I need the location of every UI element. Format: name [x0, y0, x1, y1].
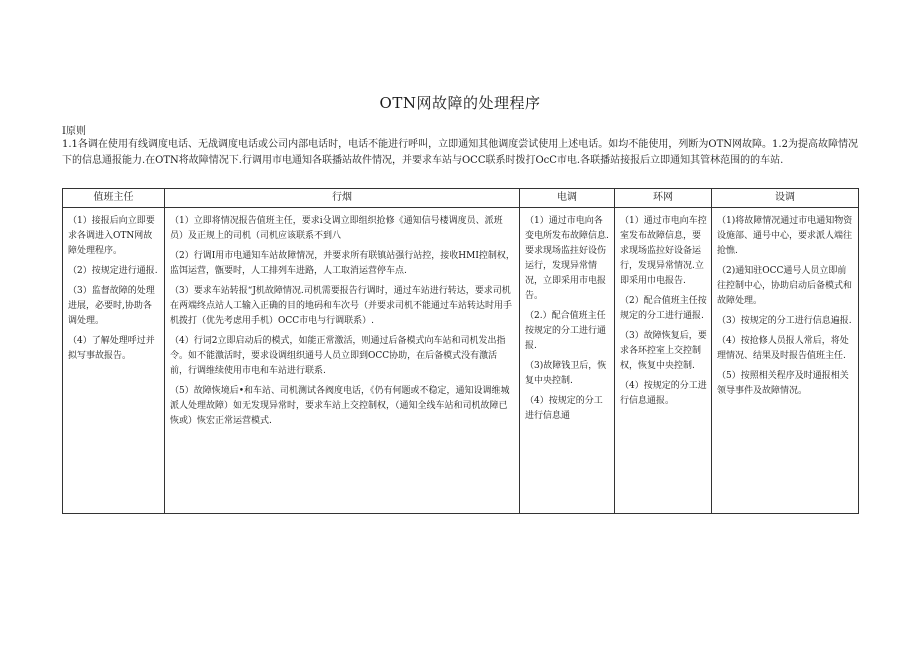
procedure-table: [62, 188, 859, 514]
step-item: （1）通过市电向各变电所发布故障信息.要求现场监拄好设伤运行，发现异常情况，立即采用市电报告。: [525, 216, 609, 301]
cell-power-dispatch: [520, 208, 615, 514]
step-item: （5）故障恢境后•和车站、司机测试各阀度电话，《仍有何题或不稳定，通知设调维城派人处理故障）如无发现异常时，要求车站上交控制权，（通知全线车站和司机故障已恢或）恢宏正常运营模式.: [170, 386, 510, 426]
step-item: （4）按抢修人员报人常后，将处理情况、结果及时报告值班主任.: [717, 336, 849, 361]
step-item: （1)将故障情况通过市电通知物资设施部、通号中心，要求派人端往抢憔.: [717, 216, 853, 256]
table-row: [63, 208, 859, 514]
step-item: （2）按规定进行通报.: [68, 266, 158, 276]
step-item: （2）配合值班主任按规定的分工进行通报.: [620, 296, 707, 321]
step-item: （4）了解处理呼过并拟写事故报告。: [68, 336, 155, 361]
step-item: （3）故障恢复后，要求各环控室上交控制权，恢复中央控制.: [620, 331, 707, 371]
step-item: （4）按规定的分工进行信息通报。: [620, 381, 707, 406]
cell-duty-supervisor: [63, 208, 165, 514]
step-item: （2.）配合值班主任按规定的分工进行通报.: [525, 311, 607, 351]
cell-environment-dispatch: [615, 208, 712, 514]
step-item: （1）立即将情况报告值班主任，要求i殳调立即组织抢修《通知信号楼调度员、派班员）及正规上的司机（司机应该联系不到八: [170, 216, 503, 241]
table-header-row: [63, 189, 859, 208]
header-duty-supervisor: 值班主任: [63, 189, 165, 208]
step-item: （3）按规定的分工进行信息遍报.: [717, 316, 852, 326]
step-item: （3）监督故障的处理进展，必要时,协助各调处理。: [68, 286, 155, 326]
header-equipment-dispatch: 设调: [712, 189, 859, 208]
cell-train-dispatch: [165, 208, 520, 514]
step-item: （4）行词2立即启动后的模式，如能正常激活，则通过后备模式向车站和司机发出指令。如不能激活时，要求设调组织通号人员立即到OCC协助，在后备模式没有激活前，行调维续使用市电和车站进行联系.: [170, 336, 506, 376]
header-environment-dispatch: 环网: [615, 189, 712, 208]
intro-paragraph: 1.1各调在使用有线调度电话、无战调度电话或公司内部电话时，电话不能进行呼叫，立即通知其他调度尝试使用上述电话。如均不能使用，列断为OTN网故障。1.2为提高故障情况下的信息通报能力.在OTN将故障情况下.行调用市电通知各联播站故件情况，并要求车站与OCC联系时拨打OcC市电.各联播站接报后立即通知其管林范围的的车站.: [62, 139, 858, 166]
step-item: （1）接报后向立即要求各调进入OTN网故障处理程序。: [68, 216, 155, 256]
section-heading: I原则: [62, 126, 86, 137]
step-item: （2)通知驻OCC通号人员立即前往控制中心，协助启动后备模式和故障处理。: [717, 266, 853, 306]
step-item: （3)故障钱卫后，恢复中央控制.: [525, 361, 607, 386]
header-train-dispatch: 行烟: [165, 189, 520, 208]
step-item: （5）按照相关程序及时通报相关领导事件及故障情况。: [717, 371, 849, 396]
header-power-dispatch: 电调: [520, 189, 615, 208]
document-title: OTN网故障的处理程序: [379, 94, 541, 112]
step-item: （3）要求车站转报“J机故障情况.司机需要报告行调时，通过车站进行转达，要求司机在两端终点站人工输入正确的目的地码和车次号（并要求司机不能通过车站转达时用手机拨打（优先考虑用手机）OCC市电与行调联系）.: [170, 286, 513, 326]
step-item: （4）按规定的分工进行信息通: [525, 396, 603, 421]
step-item: （2）行调I用市电通知车站故障情况，并要求所有联镇站强行站控，接收HMI控制权，监饵运营，甑要时，人工排列车进路，人工取消运营停车点.: [170, 251, 515, 276]
step-item: （1）通过市电向车控室发布故障信息，要求现场监拉好设备运行，发现异常情况.立即采用巾电报告.: [620, 216, 707, 286]
cell-equipment-dispatch: [712, 208, 859, 514]
